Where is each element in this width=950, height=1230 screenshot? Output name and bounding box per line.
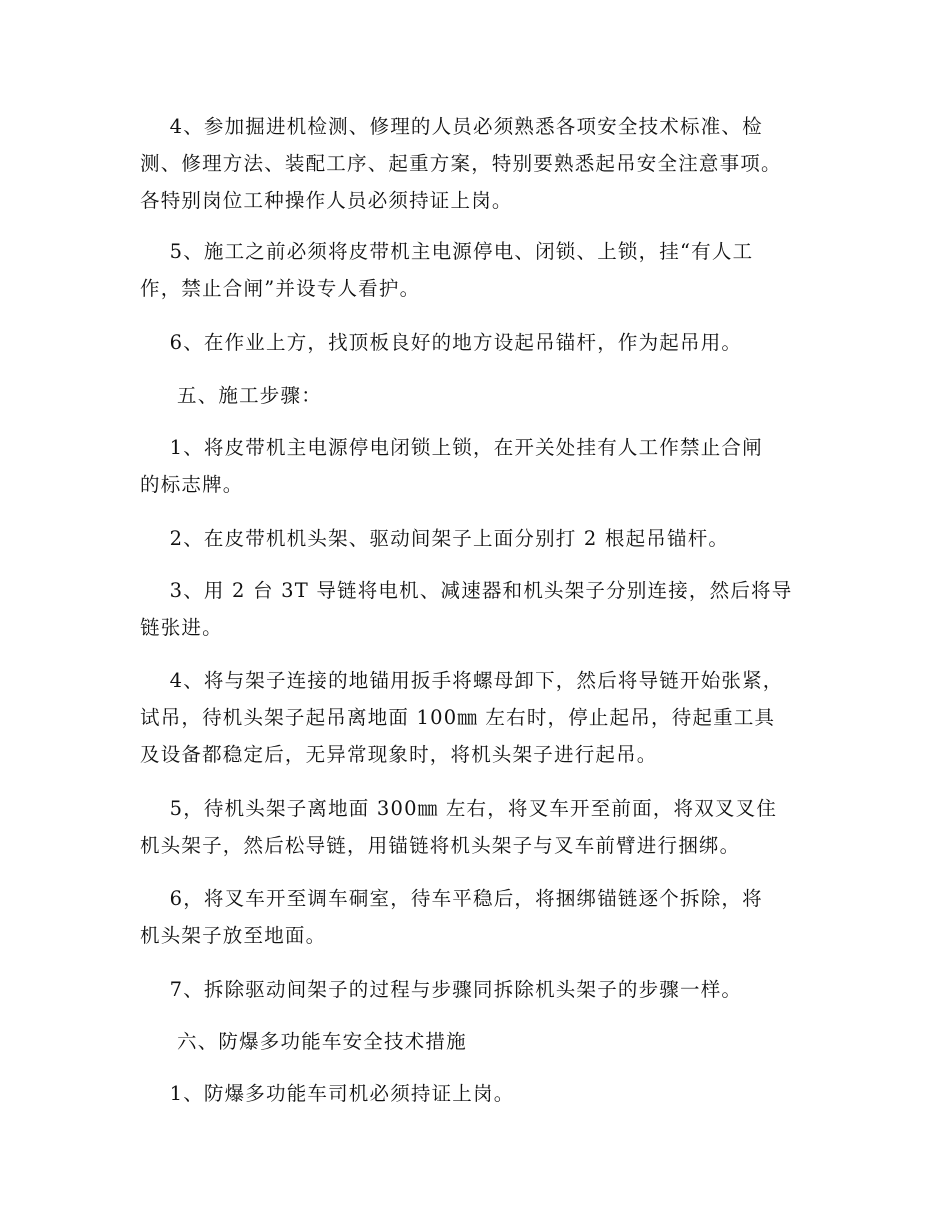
text-line: 试吊，待机头架子起吊离地面 100㎜ 左右时，停止起吊，待起重工具 — [140, 706, 776, 729]
text-line: 5、施工之前必须将皮带机主电源停电、闭锁、上锁，挂“有人工 — [140, 240, 754, 263]
paragraph-step-1 — [140, 429, 812, 503]
text-line: 的标志牌。 — [140, 473, 244, 496]
text-line: 1、将皮带机主电源停电闭锁上锁，在开关处挂有人工作禁止合闸 — [140, 436, 763, 459]
text-line: 作，禁止合闸”并设专人看护。 — [140, 277, 421, 300]
text-line: 机头架子，然后松导链，用锚链将机头架子与叉车前臂进行捆绑。 — [140, 834, 741, 857]
text-line: 测、修理方法、装配工序、起重方案，特别要熟悉起吊安全注意事项。 — [140, 152, 782, 175]
text-line: 2、在皮带机机头架、驱动间架子上面分别打 2 根起吊锚杆。 — [140, 527, 730, 550]
paragraph-4-inspection-personnel — [140, 108, 812, 219]
text-line: 5，待机头架子离地面 300㎜ 左右，将叉车开至前面，将双叉叉住 — [140, 797, 778, 820]
paragraph-step-4 — [140, 662, 812, 773]
text-line: 6，将叉车开至调车硐室，待车平稳后，将捆绑锚链逐个拆除，将 — [140, 887, 763, 910]
paragraph-step-3 — [140, 572, 812, 646]
paragraph-step-5 — [140, 790, 812, 864]
paragraph-step-6 — [140, 880, 812, 954]
paragraph-5-power-lockout — [140, 233, 812, 307]
paragraph-step-2 — [140, 520, 812, 557]
text-line: 机头架子放至地面。 — [140, 924, 327, 947]
paragraph-vehicle-1 — [140, 1075, 812, 1112]
text-line: 各特别岗位工种操作人员必须持证上岗。 — [140, 189, 513, 212]
text-line: 3、用 2 台 3T 导链将电机、减速器和机头架子分别连接，然后将导 — [140, 579, 793, 602]
text-line: 1、防爆多功能车司机必须持证上岗。 — [140, 1082, 515, 1105]
text-line: 4、参加掘进机检测、修理的人员必须熟悉各项安全技术标准、检 — [140, 115, 763, 138]
paragraph-6-lifting-anchor — [140, 324, 812, 361]
text-line: 6、在作业上方，找顶板良好的地方设起吊锚杆，作为起吊用。 — [140, 331, 743, 354]
section-heading-explosion-proof-vehicle: 六、防爆多功能车安全技术措施 — [140, 1030, 467, 1053]
text-line: 链张进。 — [140, 616, 223, 639]
text-line: 4、将与架子连接的地锚用扳手将螺母卸下，然后将导链开始张紧， — [140, 669, 784, 692]
section-heading-construction-steps: 五、施工步骤： — [140, 384, 322, 407]
text-line: 7、拆除驱动间架子的过程与步骤同拆除机头架子的步骤一样。 — [140, 978, 743, 1001]
paragraph-step-7 — [140, 971, 812, 1008]
text-line: 及设备都稳定后，无异常现象时，将机头架子进行起吊。 — [140, 743, 658, 766]
